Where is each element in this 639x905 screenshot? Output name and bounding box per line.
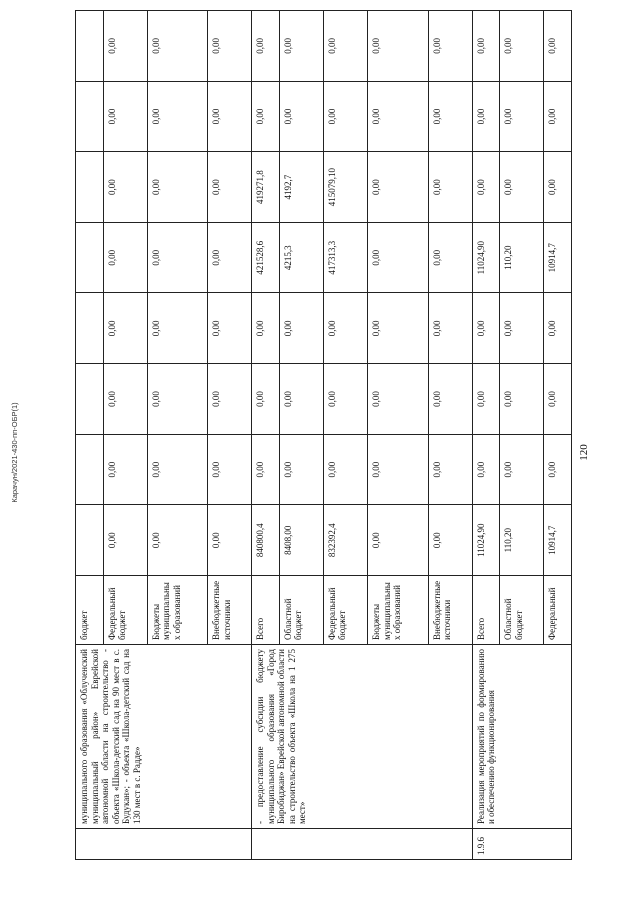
value-cell: 0,00 [472, 81, 500, 152]
value-cell: 0,00 [103, 364, 147, 435]
value-cell: 0,00 [544, 434, 572, 505]
value-cell: 0,00 [252, 293, 280, 364]
funding-source-cell: Федеральный бюджет [323, 576, 367, 645]
funding-source-cell: Внебюджетные источники [208, 576, 252, 645]
value-cell: 8408,00 [279, 505, 323, 576]
value-cell: 0,00 [323, 81, 367, 152]
value-cell: 0,00 [103, 505, 147, 576]
value-cell: 0,00 [208, 81, 252, 152]
table-row [472, 11, 500, 860]
value-cell: 0,00 [147, 222, 208, 293]
value-cell: 0,00 [147, 11, 208, 82]
value-cell: 0,00 [252, 364, 280, 435]
value-cell [76, 81, 104, 152]
value-cell: 0,00 [208, 364, 252, 435]
value-cell [76, 11, 104, 82]
table-body [76, 11, 572, 860]
value-cell: 0,00 [147, 293, 208, 364]
funding-source-cell: Всего [472, 576, 500, 645]
value-cell: 0,00 [428, 11, 472, 82]
value-cell: 0,00 [368, 11, 429, 82]
row-number-cell: 1.9.6 [472, 829, 571, 860]
value-cell: 415079,10 [323, 152, 367, 223]
value-cell: 840800,4 [252, 505, 280, 576]
activity-name-cell: Реализация мероприятий по формированию и обеспечению функционирования [472, 645, 571, 829]
funding-source-cell: Бюджеты муниципальных образований [147, 576, 208, 645]
funding-source-cell: Федеральный [544, 576, 572, 645]
value-cell: 0,00 [428, 81, 472, 152]
value-cell: 0,00 [252, 81, 280, 152]
value-cell: 0,00 [368, 505, 429, 576]
value-cell: 4192,7 [279, 152, 323, 223]
value-cell: 0,00 [147, 434, 208, 505]
value-cell [76, 293, 104, 364]
value-cell: 421528,6 [252, 222, 280, 293]
value-cell: 10914,7 [544, 505, 572, 576]
value-cell: 0,00 [500, 293, 544, 364]
value-cell: 0,00 [544, 364, 572, 435]
value-cell: 0,00 [472, 293, 500, 364]
value-cell: 0,00 [544, 81, 572, 152]
value-cell: 0,00 [323, 364, 367, 435]
funding-source-cell: бюджет [76, 576, 104, 645]
table-container [75, 10, 572, 860]
value-cell: 0,00 [500, 81, 544, 152]
value-cell: 11024,90 [472, 505, 500, 576]
value-cell: 0,00 [208, 152, 252, 223]
funding-source-cell: Областной бюджет [500, 576, 544, 645]
value-cell: 110,20 [500, 222, 544, 293]
value-cell [76, 152, 104, 223]
page-number: 120 [578, 444, 590, 461]
value-cell: 0,00 [428, 434, 472, 505]
value-cell: 0,00 [428, 364, 472, 435]
value-cell: 4215,3 [279, 222, 323, 293]
value-cell: 0,00 [208, 11, 252, 82]
value-cell [76, 222, 104, 293]
value-cell: 0,00 [103, 293, 147, 364]
value-cell: 0,00 [252, 11, 280, 82]
value-cell: 0,00 [147, 152, 208, 223]
value-cell: 0,00 [472, 11, 500, 82]
value-cell: 0,00 [472, 152, 500, 223]
row-number-cell [76, 829, 252, 860]
value-cell: 0,00 [500, 434, 544, 505]
funding-source-cell: Всего [252, 576, 280, 645]
value-cell: 11024,90 [472, 222, 500, 293]
value-cell: 0,00 [147, 364, 208, 435]
value-cell: 0,00 [208, 222, 252, 293]
value-cell [76, 364, 104, 435]
value-cell: 417313,3 [323, 222, 367, 293]
value-cell: 0,00 [103, 222, 147, 293]
funding-source-cell: Областной бюджет [279, 576, 323, 645]
value-cell: 0,00 [428, 505, 472, 576]
value-cell: 419271,8 [252, 152, 280, 223]
value-cell: 0,00 [500, 11, 544, 82]
value-cell: 0,00 [500, 152, 544, 223]
value-cell: 0,00 [472, 434, 500, 505]
side-code: Карачун/2021-430-пп-ОБР(1) [10, 402, 19, 503]
value-cell: 832392,4 [323, 505, 367, 576]
value-cell: 0,00 [279, 364, 323, 435]
value-cell: 0,00 [544, 152, 572, 223]
row-number-cell [252, 829, 472, 860]
value-cell: 0,00 [147, 505, 208, 576]
value-cell: 110,20 [500, 505, 544, 576]
value-cell: 10914,7 [544, 222, 572, 293]
value-cell [76, 434, 104, 505]
value-cell: 0,00 [323, 434, 367, 505]
value-cell [76, 505, 104, 576]
value-cell: 0,00 [208, 434, 252, 505]
value-cell: 0,00 [500, 364, 544, 435]
value-cell: 0,00 [472, 364, 500, 435]
table-row [76, 11, 104, 860]
value-cell: 0,00 [279, 293, 323, 364]
value-cell: 0,00 [279, 11, 323, 82]
value-cell: 0,00 [208, 293, 252, 364]
value-cell: 0,00 [103, 434, 147, 505]
value-cell: 0,00 [103, 152, 147, 223]
value-cell: 0,00 [544, 293, 572, 364]
value-cell: 0,00 [103, 81, 147, 152]
value-cell: 0,00 [103, 11, 147, 82]
value-cell: 0,00 [252, 434, 280, 505]
funding-source-cell: Внебюджетные источники [428, 576, 472, 645]
activity-name-cell: - предоставление субсидии бюджету муниципального образования «Город Биробиджан» Еврейской автономной области на строительство объекта «Школа на 1 275 мест» [252, 645, 472, 829]
value-cell: 0,00 [368, 152, 429, 223]
value-cell: 0,00 [368, 364, 429, 435]
value-cell: 0,00 [368, 434, 429, 505]
value-cell: 0,00 [544, 11, 572, 82]
value-cell: 0,00 [323, 11, 367, 82]
value-cell: 0,00 [368, 81, 429, 152]
value-cell: 0,00 [279, 434, 323, 505]
value-cell: 0,00 [368, 222, 429, 293]
value-cell: 0,00 [428, 293, 472, 364]
value-cell: 0,00 [428, 222, 472, 293]
value-cell: 0,00 [323, 293, 367, 364]
value-cell: 0,00 [368, 293, 429, 364]
budget-table [75, 10, 572, 860]
funding-source-cell: Федеральный бюджет [103, 576, 147, 645]
value-cell: 0,00 [147, 81, 208, 152]
table-row [252, 11, 280, 860]
funding-source-cell: Бюджеты муниципальных образований [368, 576, 429, 645]
value-cell: 0,00 [428, 152, 472, 223]
activity-name-cell: муниципального образования «Облученский муниципальный район» Еврейской автономной области на строительство - объекта «Школа-детский сад на 90 мест в с. Будукан»; - объекта «Школа-детский сад на 130 мест в с. Радде» [76, 645, 252, 829]
value-cell: 0,00 [208, 505, 252, 576]
value-cell: 0,00 [279, 81, 323, 152]
